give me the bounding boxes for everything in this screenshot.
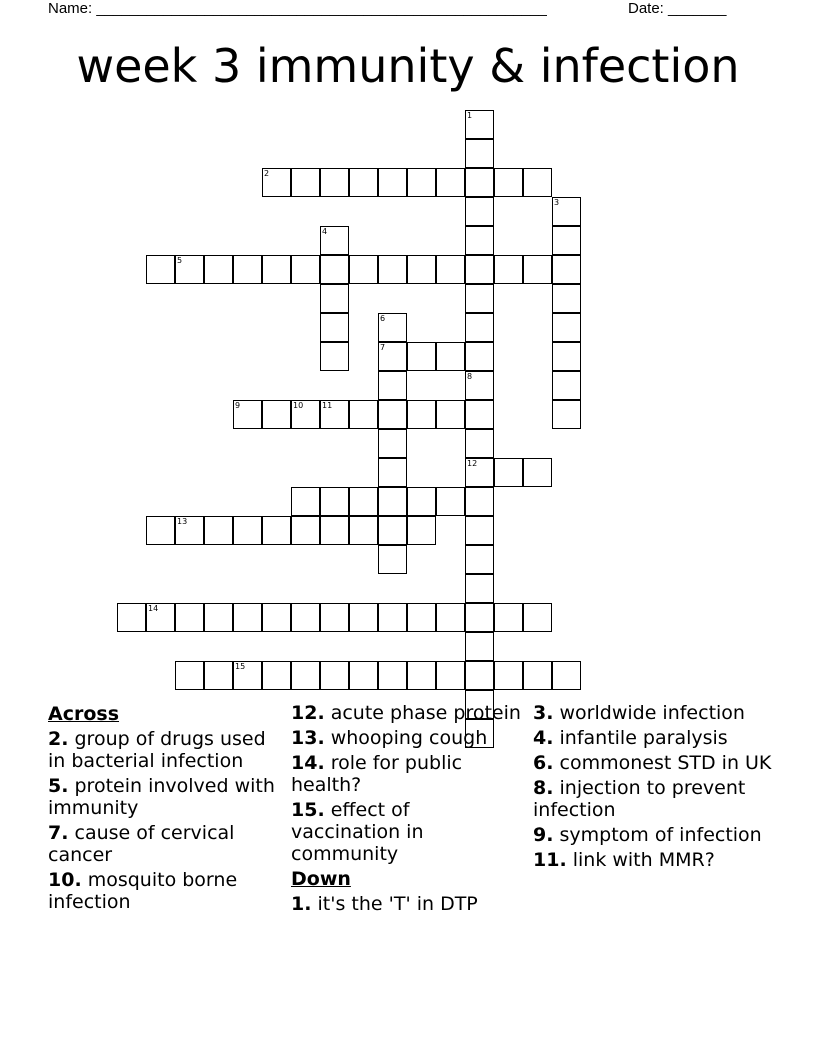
clue-across-14	[291, 752, 521, 796]
grid-cell[interactable]	[552, 661, 581, 690]
clue-text: symptom of infection	[559, 824, 762, 846]
grid-cell[interactable]	[552, 371, 581, 400]
grid-cell[interactable]	[436, 342, 465, 371]
clue-text: role for public health?	[291, 752, 463, 796]
clue-number-label: 7	[380, 343, 386, 352]
grid-cell[interactable]	[349, 516, 378, 545]
clue-text: injection to prevent infection	[533, 777, 746, 821]
grid-cell[interactable]	[320, 313, 349, 342]
grid-cell[interactable]	[465, 661, 494, 690]
grid-cell[interactable]	[465, 429, 494, 458]
grid-cell[interactable]	[552, 255, 581, 284]
clue-number-label: 9	[235, 401, 241, 410]
clue-text: mosquito borne infection	[48, 869, 238, 913]
grid-cell[interactable]	[378, 371, 407, 400]
grid-cell[interactable]	[465, 574, 494, 603]
grid-cell[interactable]	[262, 400, 291, 429]
grid-cell[interactable]	[349, 661, 378, 690]
grid-cell[interactable]	[378, 168, 407, 197]
grid-cell[interactable]	[175, 603, 204, 632]
clue-down-3	[533, 702, 773, 724]
clue-across-2	[48, 728, 278, 772]
clue-number-label: 4	[322, 227, 328, 236]
grid-cell[interactable]	[320, 255, 349, 284]
clue-down-8	[533, 777, 773, 821]
grid-cell[interactable]	[552, 284, 581, 313]
grid-cell[interactable]	[291, 661, 320, 690]
down-header: Down	[291, 868, 351, 890]
clue-number-label: 15	[235, 662, 246, 671]
grid-cell[interactable]	[465, 371, 494, 400]
grid-cell[interactable]	[436, 400, 465, 429]
clue-across-13	[291, 727, 521, 749]
grid-cell[interactable]	[465, 487, 494, 516]
clue-number: 10.	[48, 869, 82, 891]
grid-cell[interactable]	[233, 516, 262, 545]
grid-cell[interactable]	[233, 661, 262, 690]
clue-number: 3.	[533, 702, 554, 724]
grid-cell[interactable]	[320, 603, 349, 632]
grid-cell[interactable]	[436, 255, 465, 284]
across-header: Across	[48, 703, 120, 725]
grid-cell[interactable]	[146, 516, 175, 545]
clue-number: 1.	[291, 893, 312, 915]
grid-cell[interactable]	[407, 661, 436, 690]
grid-cell[interactable]	[262, 661, 291, 690]
grid-cell[interactable]	[262, 603, 291, 632]
clue-number-label: 13	[177, 517, 188, 526]
grid-cell[interactable]	[349, 603, 378, 632]
clue-number-label: 14	[148, 604, 159, 613]
grid-cell[interactable]	[204, 516, 233, 545]
clue-across-5	[48, 775, 278, 819]
grid-cell[interactable]	[436, 661, 465, 690]
grid-cell[interactable]	[552, 313, 581, 342]
grid-cell[interactable]	[465, 110, 494, 139]
grid-cell[interactable]	[291, 603, 320, 632]
grid-cell[interactable]	[494, 603, 523, 632]
clue-across-15	[291, 799, 521, 865]
grid-cell[interactable]	[407, 168, 436, 197]
date-field-label: Date: _______	[628, 0, 727, 17]
clue-across-12	[291, 702, 521, 724]
grid-cell[interactable]	[349, 255, 378, 284]
grid-cell[interactable]	[407, 400, 436, 429]
grid-cell[interactable]	[465, 545, 494, 574]
clue-number: 6.	[533, 752, 554, 774]
grid-cell[interactable]	[378, 545, 407, 574]
clue-number-label: 1	[467, 111, 473, 120]
grid-cell[interactable]	[320, 400, 349, 429]
grid-cell[interactable]	[233, 255, 262, 284]
page-title: week 3 immunity & infection	[76, 39, 740, 93]
clue-number: 7.	[48, 822, 69, 844]
clue-text: link with MMR?	[572, 849, 715, 871]
grid-cell[interactable]	[552, 400, 581, 429]
grid-cell[interactable]	[465, 313, 494, 342]
clue-number: 5.	[48, 775, 69, 797]
grid-cell[interactable]	[494, 168, 523, 197]
grid-cell[interactable]	[262, 255, 291, 284]
grid-cell[interactable]	[378, 429, 407, 458]
grid-cell[interactable]	[320, 661, 349, 690]
grid-cell[interactable]	[378, 458, 407, 487]
grid-cell[interactable]	[465, 400, 494, 429]
clue-number-label: 2	[264, 169, 270, 178]
name-field-label: Name: ______________________________________________________	[48, 0, 547, 17]
grid-cell[interactable]	[465, 226, 494, 255]
clue-text: acute phase protein	[330, 702, 521, 724]
grid-cell[interactable]	[146, 603, 175, 632]
grid-cell[interactable]	[378, 342, 407, 371]
grid-cell[interactable]	[262, 516, 291, 545]
grid-cell[interactable]	[320, 487, 349, 516]
clue-number-label: 8	[467, 372, 473, 381]
grid-cell[interactable]	[465, 516, 494, 545]
grid-cell[interactable]	[523, 661, 552, 690]
grid-cell[interactable]	[494, 458, 523, 487]
clue-down-4	[533, 727, 773, 749]
clue-number: 4.	[533, 727, 554, 749]
clue-down-6	[533, 752, 773, 774]
grid-cell[interactable]	[378, 487, 407, 516]
grid-cell[interactable]	[523, 458, 552, 487]
grid-cell[interactable]	[378, 400, 407, 429]
clues-column-1	[48, 702, 278, 916]
grid-cell[interactable]	[175, 661, 204, 690]
clue-text: commonest STD in UK	[559, 752, 772, 774]
grid-cell[interactable]	[523, 603, 552, 632]
grid-cell[interactable]	[175, 255, 204, 284]
grid-cell[interactable]	[291, 168, 320, 197]
grid-cell[interactable]	[378, 313, 407, 342]
grid-cell[interactable]	[407, 603, 436, 632]
clue-number: 2.	[48, 728, 69, 750]
grid-cell[interactable]	[465, 458, 494, 487]
clue-down-1	[291, 893, 521, 915]
grid-cell[interactable]	[552, 342, 581, 371]
clue-number-label: 12	[467, 459, 478, 468]
grid-cell[interactable]	[320, 284, 349, 313]
grid-cell[interactable]	[407, 342, 436, 371]
clue-number: 11.	[533, 849, 567, 871]
grid-cell[interactable]	[523, 168, 552, 197]
grid-cell[interactable]	[378, 661, 407, 690]
clue-number-label: 3	[554, 198, 560, 207]
grid-cell[interactable]	[465, 342, 494, 371]
clue-text: group of drugs used in bacterial infection	[48, 728, 266, 772]
grid-cell[interactable]	[465, 139, 494, 168]
grid-cell[interactable]	[262, 168, 291, 197]
grid-cell[interactable]	[349, 487, 378, 516]
grid-cell[interactable]	[204, 255, 233, 284]
grid-cell[interactable]	[465, 168, 494, 197]
grid-cell[interactable]	[349, 168, 378, 197]
grid-cell[interactable]	[233, 400, 262, 429]
grid-cell[interactable]	[465, 603, 494, 632]
grid-cell[interactable]	[407, 255, 436, 284]
grid-cell[interactable]	[436, 603, 465, 632]
clues-column-2	[291, 702, 521, 918]
grid-cell[interactable]	[523, 255, 552, 284]
grid-cell[interactable]	[175, 516, 204, 545]
clue-text: worldwide infection	[559, 702, 745, 724]
grid-cell[interactable]	[552, 226, 581, 255]
grid-cell[interactable]	[291, 400, 320, 429]
grid-cell[interactable]	[291, 516, 320, 545]
clue-down-9	[533, 824, 773, 846]
clue-number: 13.	[291, 727, 325, 749]
clue-text: protein involved with immunity	[48, 775, 275, 819]
grid-cell[interactable]	[320, 516, 349, 545]
grid-cell[interactable]	[378, 255, 407, 284]
grid-cell[interactable]	[465, 197, 494, 226]
clue-across-10	[48, 869, 278, 913]
grid-cell[interactable]	[378, 516, 407, 545]
grid-cell[interactable]	[465, 632, 494, 661]
grid-cell[interactable]	[407, 487, 436, 516]
clue-number: 15.	[291, 799, 325, 821]
clue-number-label: 6	[380, 314, 386, 323]
grid-cell[interactable]	[320, 342, 349, 371]
clue-number: 8.	[533, 777, 554, 799]
grid-cell[interactable]	[378, 603, 407, 632]
grid-cell[interactable]	[233, 603, 262, 632]
clue-text: effect of vaccination in community	[291, 799, 424, 865]
grid-cell[interactable]	[349, 400, 378, 429]
grid-cell[interactable]	[494, 255, 523, 284]
grid-cell[interactable]	[407, 516, 436, 545]
clue-down-11	[533, 849, 773, 871]
grid-cell[interactable]	[320, 226, 349, 255]
grid-cell[interactable]	[436, 487, 465, 516]
grid-cell[interactable]	[465, 255, 494, 284]
clue-number-label: 10	[293, 401, 304, 410]
grid-cell[interactable]	[291, 255, 320, 284]
grid-cell[interactable]	[494, 661, 523, 690]
clue-number: 9.	[533, 824, 554, 846]
clue-text: whooping cough	[330, 727, 488, 749]
grid-cell[interactable]	[436, 168, 465, 197]
grid-cell[interactable]	[204, 603, 233, 632]
clue-across-7	[48, 822, 278, 866]
clue-number: 14.	[291, 752, 325, 774]
grid-cell[interactable]	[291, 487, 320, 516]
clue-text: it's the 'T' in DTP	[317, 893, 478, 915]
clue-text: infantile paralysis	[559, 727, 728, 749]
clue-number: 12.	[291, 702, 325, 724]
grid-cell[interactable]	[146, 255, 175, 284]
grid-cell[interactable]	[204, 661, 233, 690]
clues-column-3	[533, 702, 773, 874]
clue-number-label: 11	[322, 401, 333, 410]
clue-number-label: 5	[177, 256, 183, 265]
grid-cell[interactable]	[117, 603, 146, 632]
grid-cell[interactable]	[320, 168, 349, 197]
clue-text: cause of cervical cancer	[48, 822, 235, 866]
grid-cell[interactable]	[552, 197, 581, 226]
grid-cell[interactable]	[465, 284, 494, 313]
